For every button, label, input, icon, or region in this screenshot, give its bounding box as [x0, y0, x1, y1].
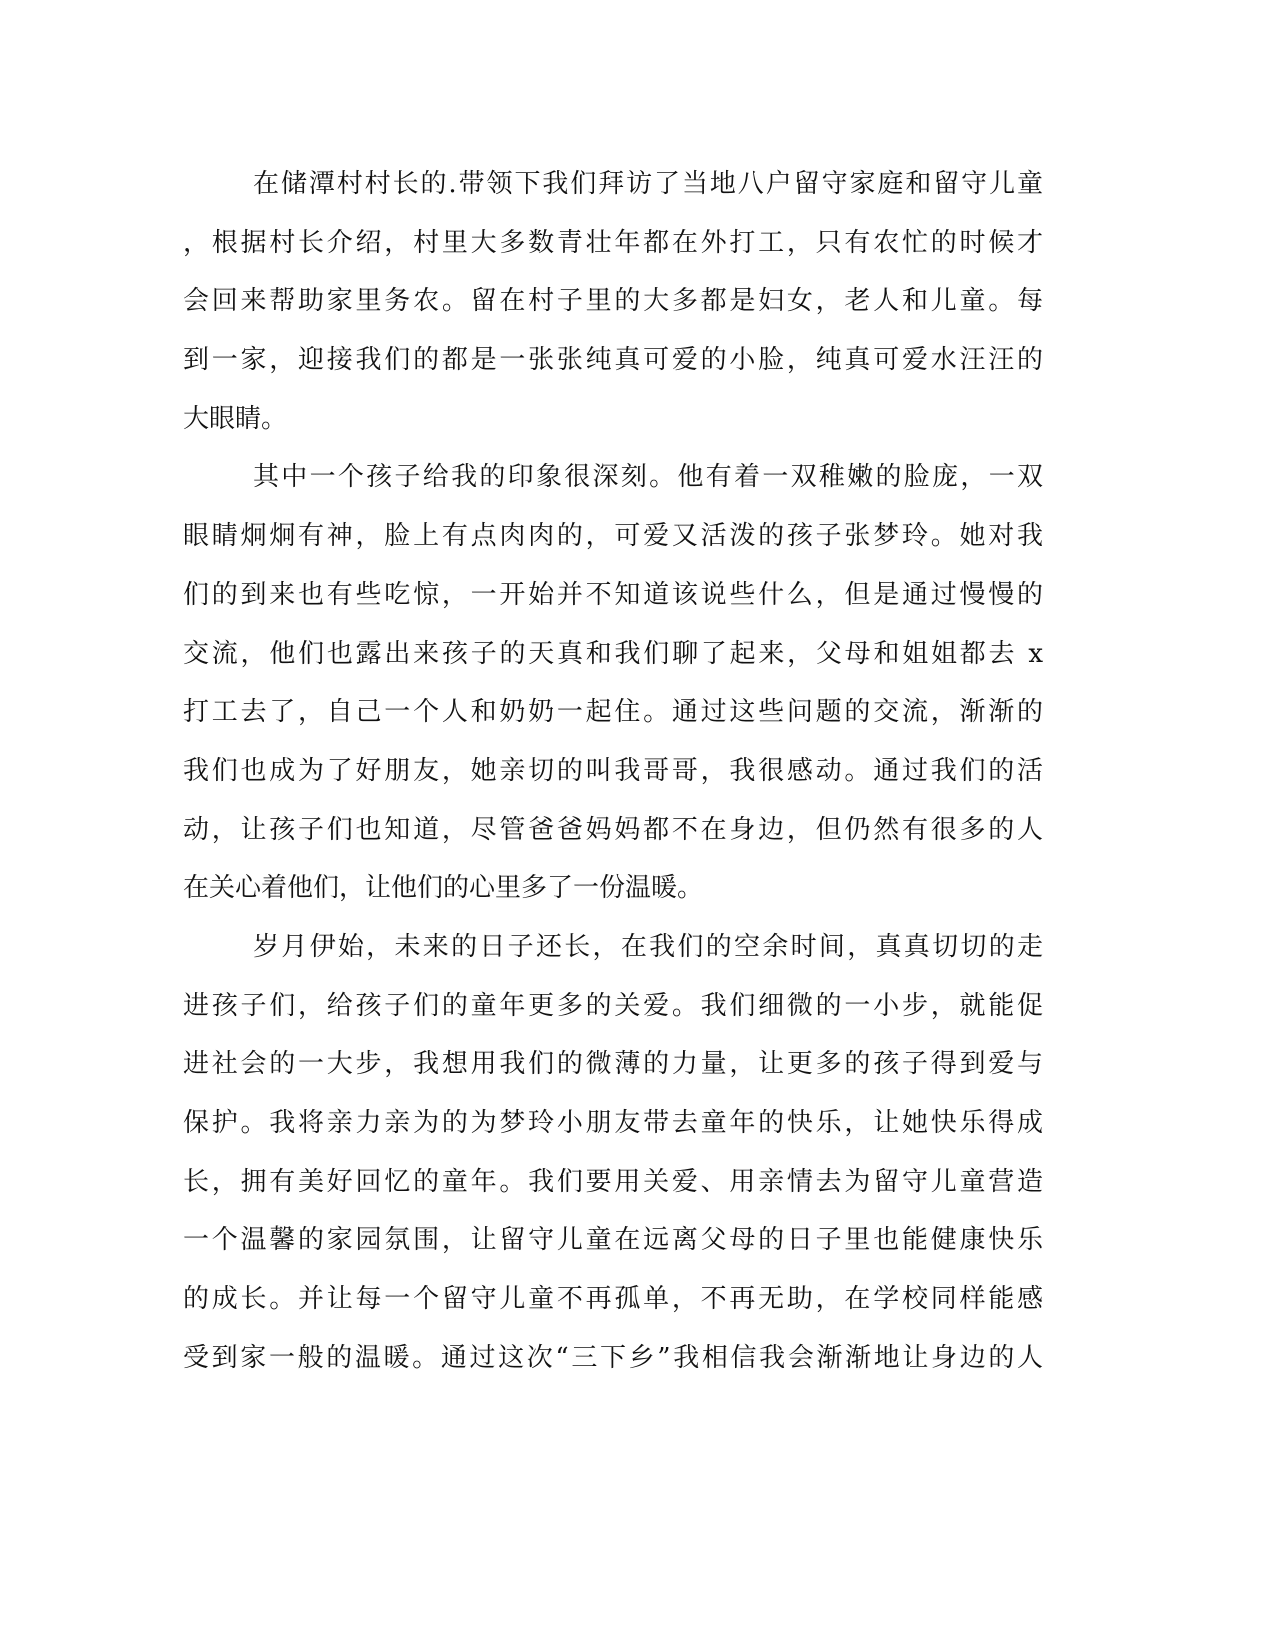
paragraph-3-line-3: 进社会的一大步，我想用我们的微薄的力量，让更多的孩子得到爱与	[183, 1049, 1043, 1080]
paragraph-2-line-2: 眼睛炯炯有神，脸上有点肉肉的，可爱又活泼的孩子张梦玲。她对我	[183, 521, 1043, 552]
paragraph-1-line-4: 到一家，迎接我们的都是一张张纯真可爱的小脸，纯真可爱水汪汪的	[183, 345, 1043, 376]
paragraph-2-line-6: 我们也成为了好朋友，她亲切的叫我哥哥，我很感动。通过我们的活	[183, 755, 1043, 786]
paragraph-3-line-5: 长，拥有美好回忆的童年。我们要用关爱、用亲情去为留守儿童营造	[183, 1166, 1043, 1197]
paragraph-2-line-5: 打工去了，自己一个人和奶奶一起住。通过这些问题的交流，渐渐的	[183, 697, 1043, 728]
paragraph-3-line-1: 岁月伊始，未来的日子还长，在我们的空余时间，真真切切的走	[253, 931, 1043, 962]
paragraph-1-line-2: ，根据村长介绍，村里大多数青壮年都在外打工，只有农忙的时候才	[183, 227, 1043, 258]
paragraph-1-line-5: 大眼睛。	[183, 403, 288, 434]
paragraph-1-line-1: 在储潭村村长的.带领下我们拜访了当地八户留守家庭和留守儿童	[253, 169, 1043, 199]
paragraph-2-line-3: 们的到来也有些吃惊，一开始并不知道该说些什么，但是通过慢慢的	[183, 579, 1043, 610]
paragraph-3-line-8: 受到家一般的温暖。通过这次“三下乡”我相信我会渐渐地让身边的人	[183, 1342, 1043, 1373]
paragraph-3-line-2: 进孩子们，给孩子们的童年更多的关爱。我们细微的一小步，就能促	[183, 990, 1043, 1021]
paragraph-1-line-3: 会回来帮助家里务农。留在村子里的大多都是妇女，老人和儿童。每	[183, 286, 1043, 317]
paragraph-3-line-7: 的成长。并让每一个留守儿童不再孤单，不再无助，在学校同样能感	[183, 1284, 1043, 1315]
paragraph-2-line-4: 交流，他们也露出来孩子的天真和我们聊了起来，父母和姐姐都去 x	[183, 638, 1043, 669]
document-body	[183, 155, 1043, 1387]
paragraph-2-line-7: 动，让孩子们也知道，尽管爸爸妈妈都不在身边，但仍然有很多的人	[183, 814, 1043, 845]
paragraph-2-line-8: 在关心着他们，让他们的心里多了一份温暖。	[183, 873, 704, 904]
paragraph-3-line-6: 一个温馨的家园氛围，让留守儿童在远离父母的日子里也能健康快乐	[183, 1225, 1043, 1256]
paragraph-2-line-1: 其中一个孩子给我的印象很深刻。他有着一双稚嫩的脸庞，一双	[253, 462, 1043, 493]
paragraph-3-line-4: 保护。我将亲力亲为的为梦玲小朋友带去童年的快乐，让她快乐得成	[183, 1108, 1043, 1138]
